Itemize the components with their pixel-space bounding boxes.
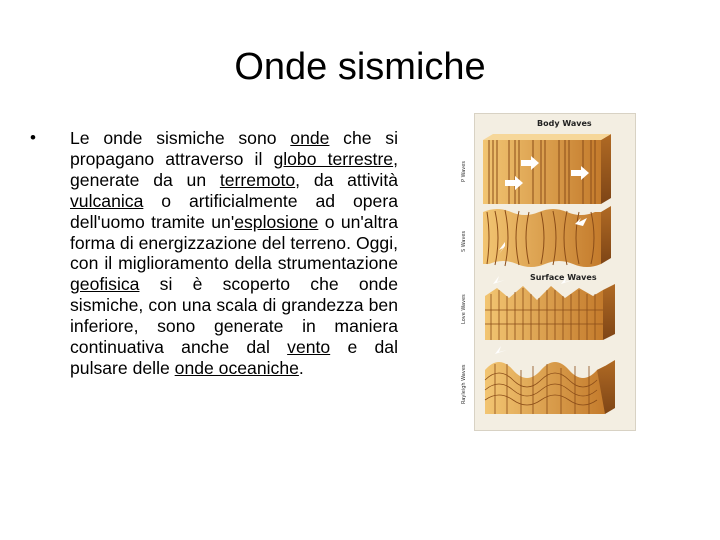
paragraph-text: si è scoperto che onde sismiche, con una scala di grandezza ben inferiore, sono generate in maniera continuativa anche dal [70,274,398,358]
hyperlink-terremoto[interactable]: terremoto [219,169,296,190]
paragraph-text: sono [224,128,291,148]
paragraph-text: o un'altra forma di energizzazione del terreno. Oggi, con il miglioramento della strumentazione [70,211,399,274]
hyperlink-vulcanica[interactable]: vulcanica [70,190,144,211]
paragraph-text: e dal pulsare delle [70,337,398,378]
waves-illustration [475,114,635,430]
hyperlink-vento[interactable]: vento [287,337,331,358]
s-waves-block [483,206,611,267]
paragraph-text: Le [70,128,104,148]
hyperlink-esplosione[interactable]: esplosione [234,211,319,232]
paragraph-text: che si propagano attraverso il [70,128,398,169]
body-waves-caption: Body Waves [537,119,592,128]
bullet-paragraph [70,128,398,379]
hyperlink-geofisica[interactable]: geofisica [70,274,140,295]
paragraph-text: . [298,357,304,378]
bullet-marker: • [30,128,36,147]
paragraph-text: , generate da un [70,148,398,190]
slide-title: Onde sismiche [234,46,486,88]
hyperlink-onde-oceaniche[interactable]: onde oceaniche [174,357,299,378]
paragraph-text: o artificialmente ad opera dell'uomo tramite un' [70,190,398,232]
p-waves-label: P Waves [461,161,467,182]
love-waves-label: Love Waves [461,294,467,324]
rayleigh-waves-label: Rayleigh Waves [461,364,467,404]
hyperlink-onde[interactable]: onde [290,128,330,148]
surface-waves-caption: Surface Waves [530,273,597,282]
hyperlink-globo-terrestre[interactable]: globo terrestre [273,148,394,169]
love-waves-block [485,276,615,340]
seismic-waves-figure [461,113,636,431]
p-waves-block [483,134,611,204]
slide-body [30,128,398,379]
paragraph-text: , da attività [295,169,398,190]
rayleigh-waves-block [485,346,615,414]
s-waves-label: S Waves [461,230,467,252]
paragraph-text: onde sismiche [103,128,225,148]
